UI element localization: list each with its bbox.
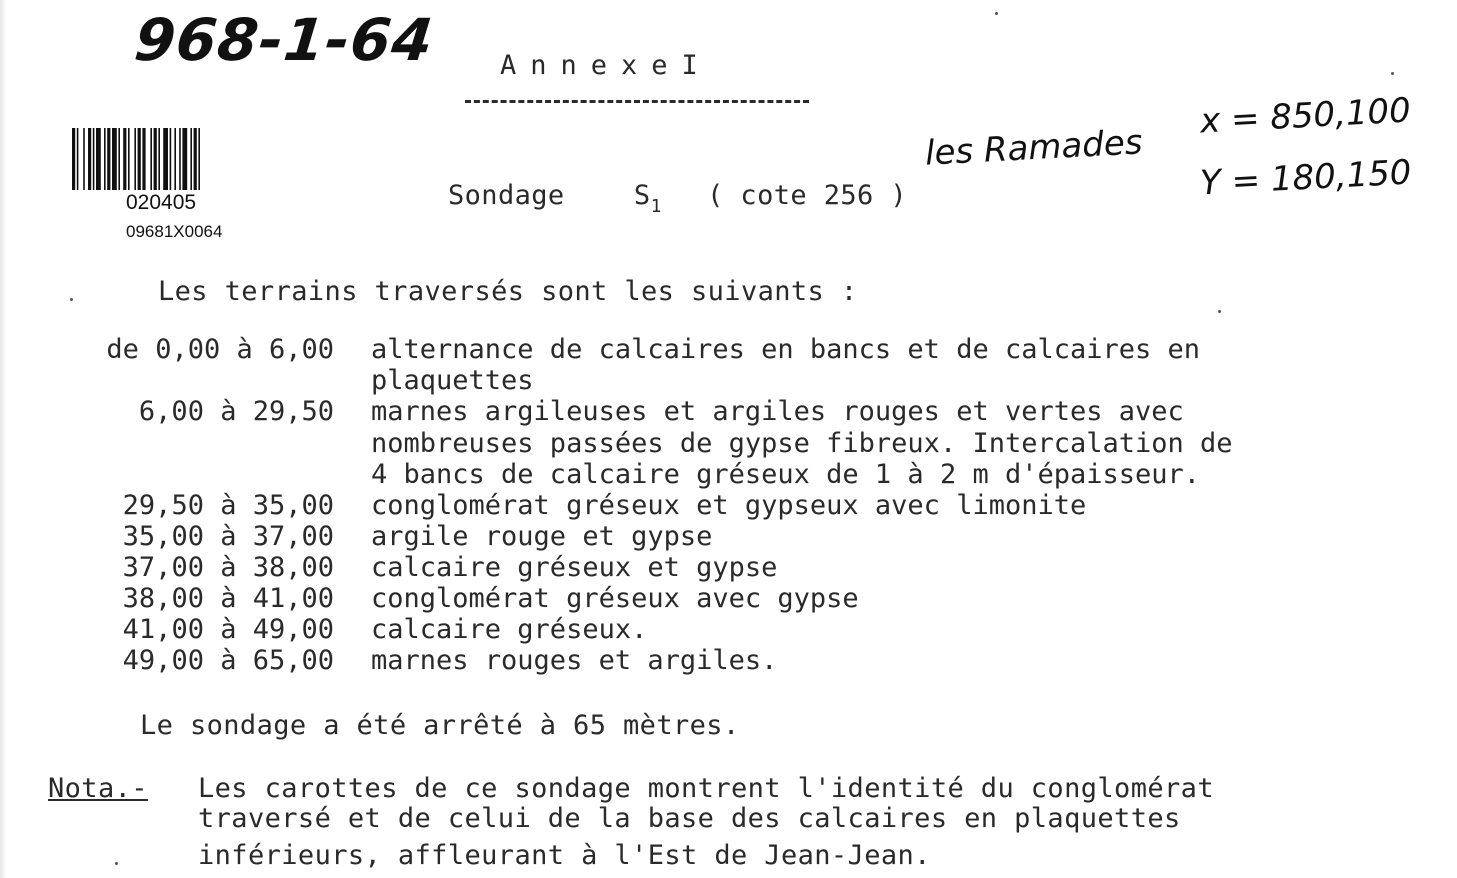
scan-speck [1218,310,1221,313]
nota-label: Nota.- [48,773,148,804]
layer-depth-range: 37,00 à 38,00 [122,552,334,583]
layer-description-line: conglomérat gréseux avec gypse [371,583,859,614]
handwritten-reference: 968-1-64 [131,6,437,74]
nota-line: Les carottes de ce sondage montrent l'identité du conglomérat [198,773,1214,804]
sondage-heading [448,180,907,217]
layer-depth-range: 6,00 à 29,50 [138,396,334,427]
sondage-cote: ( cote 256 ) [707,180,907,211]
layer-description-line: marnes rouges et argiles. [371,645,778,676]
layer-depth-range: 38,00 à 41,00 [122,583,334,614]
scan-speck [115,862,118,865]
barcode-number: 020405 [126,191,197,214]
layer-description-line: marnes argileuses et argiles rouges et vertes avec [371,396,1184,427]
sondage-label: Sondage [448,180,565,211]
scan-edge-shadow [0,0,6,878]
sondage-name: S [633,180,651,211]
layer-description-line: argile rouge et gypse [371,521,713,552]
nota-line: traversé et de celui de la base des calcaires en plaquettes [198,803,1181,834]
scan-speck [1391,72,1394,75]
layer-depth-range: de 0,00 à 6,00 [106,334,334,365]
layer-depth-range: 41,00 à 49,00 [122,614,334,645]
intro-sentence: Les terrains traversés sont les suivants : [158,276,858,307]
layer-depth-range: 29,50 à 35,00 [122,490,334,521]
layer-description-line: 4 bancs de calcaire gréseux de 1 à 2 m d'épaisseur. [371,459,1201,490]
title-underline [465,100,809,103]
layer-description-line: calcaire gréseux. [371,614,648,645]
handwritten-place-name: les Ramades [924,122,1144,174]
barcode-code: 09681X0064 [126,222,223,241]
layer-description-line: plaquettes [371,365,534,396]
layer-depth-range: 49,00 à 65,00 [122,645,334,676]
layer-description-line: nombreuses passées de gypse fibreux. Intercalation de [371,428,1233,459]
layer-description-line: alternance de calcaires en bancs et de calcaires en [371,334,1201,365]
sondage-subscript: 1 [650,196,662,217]
nota-line: inférieurs, affleurant à l'Est de Jean-Jean. [198,840,931,871]
layer-description-line: calcaire gréseux et gypse [371,552,778,583]
annex-title: AnnexeI [500,50,712,81]
scan-speck [995,12,998,15]
handwritten-x-coordinate: x = 850,100 [1199,90,1412,142]
scan-speck [70,298,73,301]
handwritten-y-coordinate: Y = 180,150 [1199,152,1413,204]
layer-description-line: conglomérat gréseux et gypseux avec limonite [371,490,1087,521]
conclusion-sentence: Le sondage a été arrêté à 65 mètres. [140,710,740,741]
layer-depth-range: 35,00 à 37,00 [122,521,334,552]
barcode-icon [72,128,272,190]
